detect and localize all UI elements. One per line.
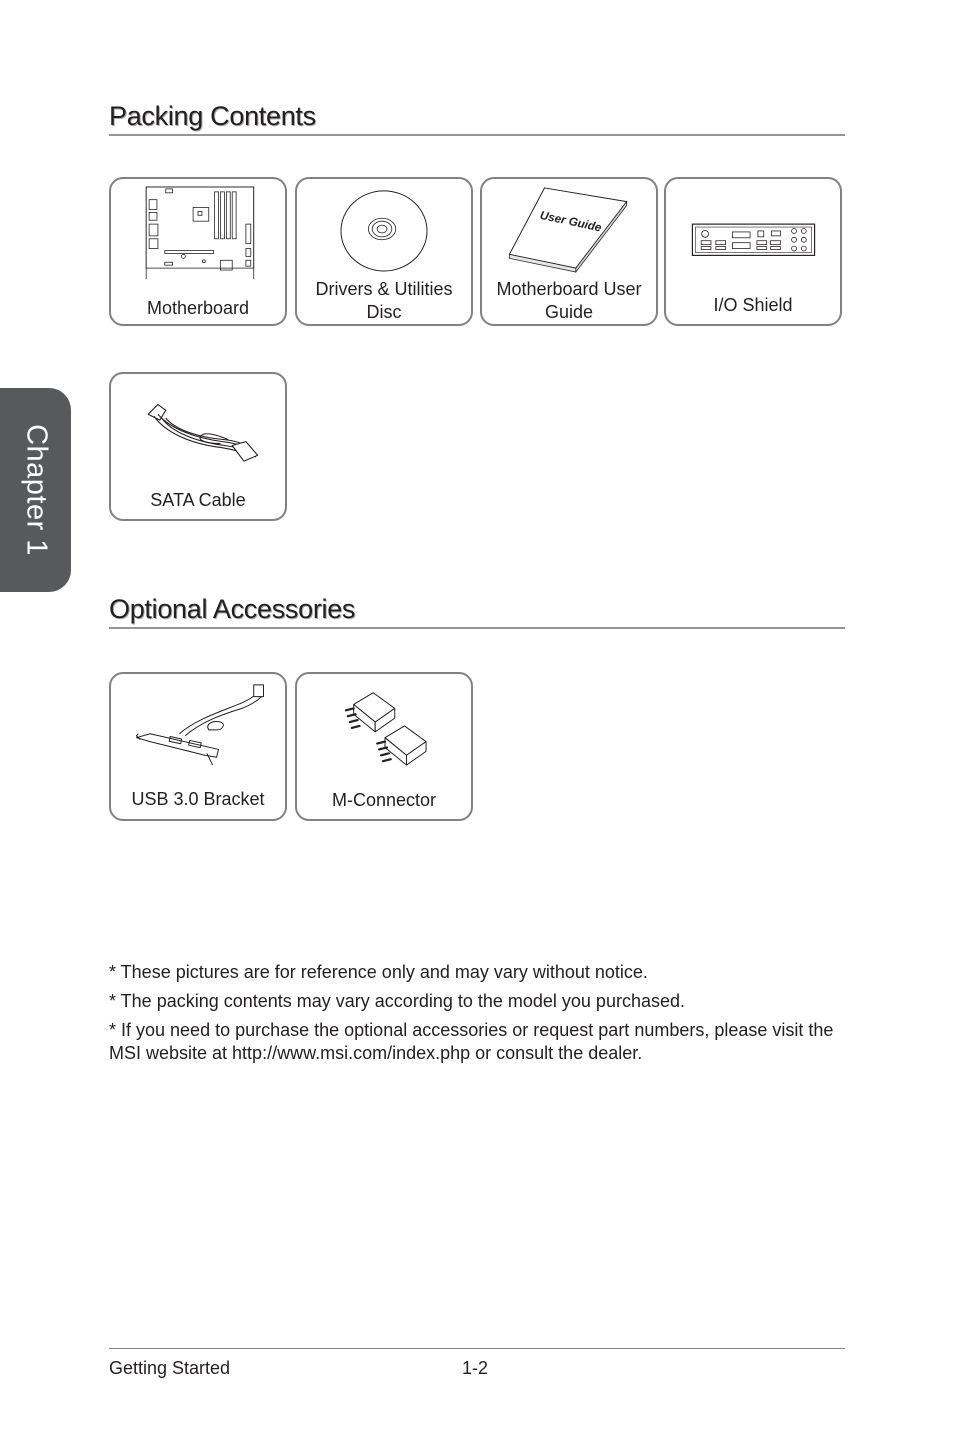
- sata-cable-icon: [111, 374, 285, 474]
- m-connector-label: M-Connector: [331, 790, 437, 810]
- item-sata-cable: [109, 372, 287, 521]
- notes: [109, 961, 849, 1071]
- item-motherboard: [109, 177, 287, 326]
- item-m-connector: [295, 672, 473, 821]
- footer-divider: [109, 1348, 845, 1349]
- motherboard-label: Motherboard: [146, 298, 250, 318]
- usb-bracket-label: USB 3.0 Bracket: [131, 789, 265, 809]
- io-shield-icon: [666, 179, 840, 279]
- note-reference-only: * These pictures are for reference only and may vary without notice.: [109, 962, 648, 982]
- item-user-guide: [480, 177, 658, 326]
- user-guide-cover-text: User Guide: [538, 208, 603, 235]
- page-number: 1-2: [462, 1358, 489, 1378]
- m-connector-icon: [297, 674, 471, 774]
- item-drivers-disc: [295, 177, 473, 326]
- io-shield-label: I/O Shield: [713, 295, 793, 315]
- usb-bracket-icon: [111, 674, 285, 774]
- item-usb-bracket: [109, 672, 287, 821]
- chapter-tab: [0, 388, 71, 592]
- packing-contents-title: Packing Contents: [109, 101, 845, 136]
- note-purchase-optional: * If you need to purchase the optional accessories or request part numbers, please visit the MSI website at http://www.msi.com/index.php or consult the dealer.: [109, 1020, 834, 1063]
- item-io-shield: [664, 177, 842, 326]
- note-contents-vary: * The packing contents may vary according to the model you purchased.: [109, 991, 685, 1011]
- disc-icon: [297, 179, 471, 279]
- user-guide-label: Motherboard User Guide: [496, 279, 642, 322]
- user-guide-icon: [482, 179, 656, 279]
- drivers-disc-label: Drivers & Utilities Disc: [315, 279, 453, 322]
- motherboard-icon: [111, 179, 285, 279]
- optional-accessories-title: Optional Accessories: [109, 594, 845, 629]
- footer-section: Getting Started: [109, 1358, 231, 1378]
- chapter-tab-label: Chapter 1: [20, 424, 52, 556]
- sata-cable-label: SATA Cable: [150, 490, 246, 510]
